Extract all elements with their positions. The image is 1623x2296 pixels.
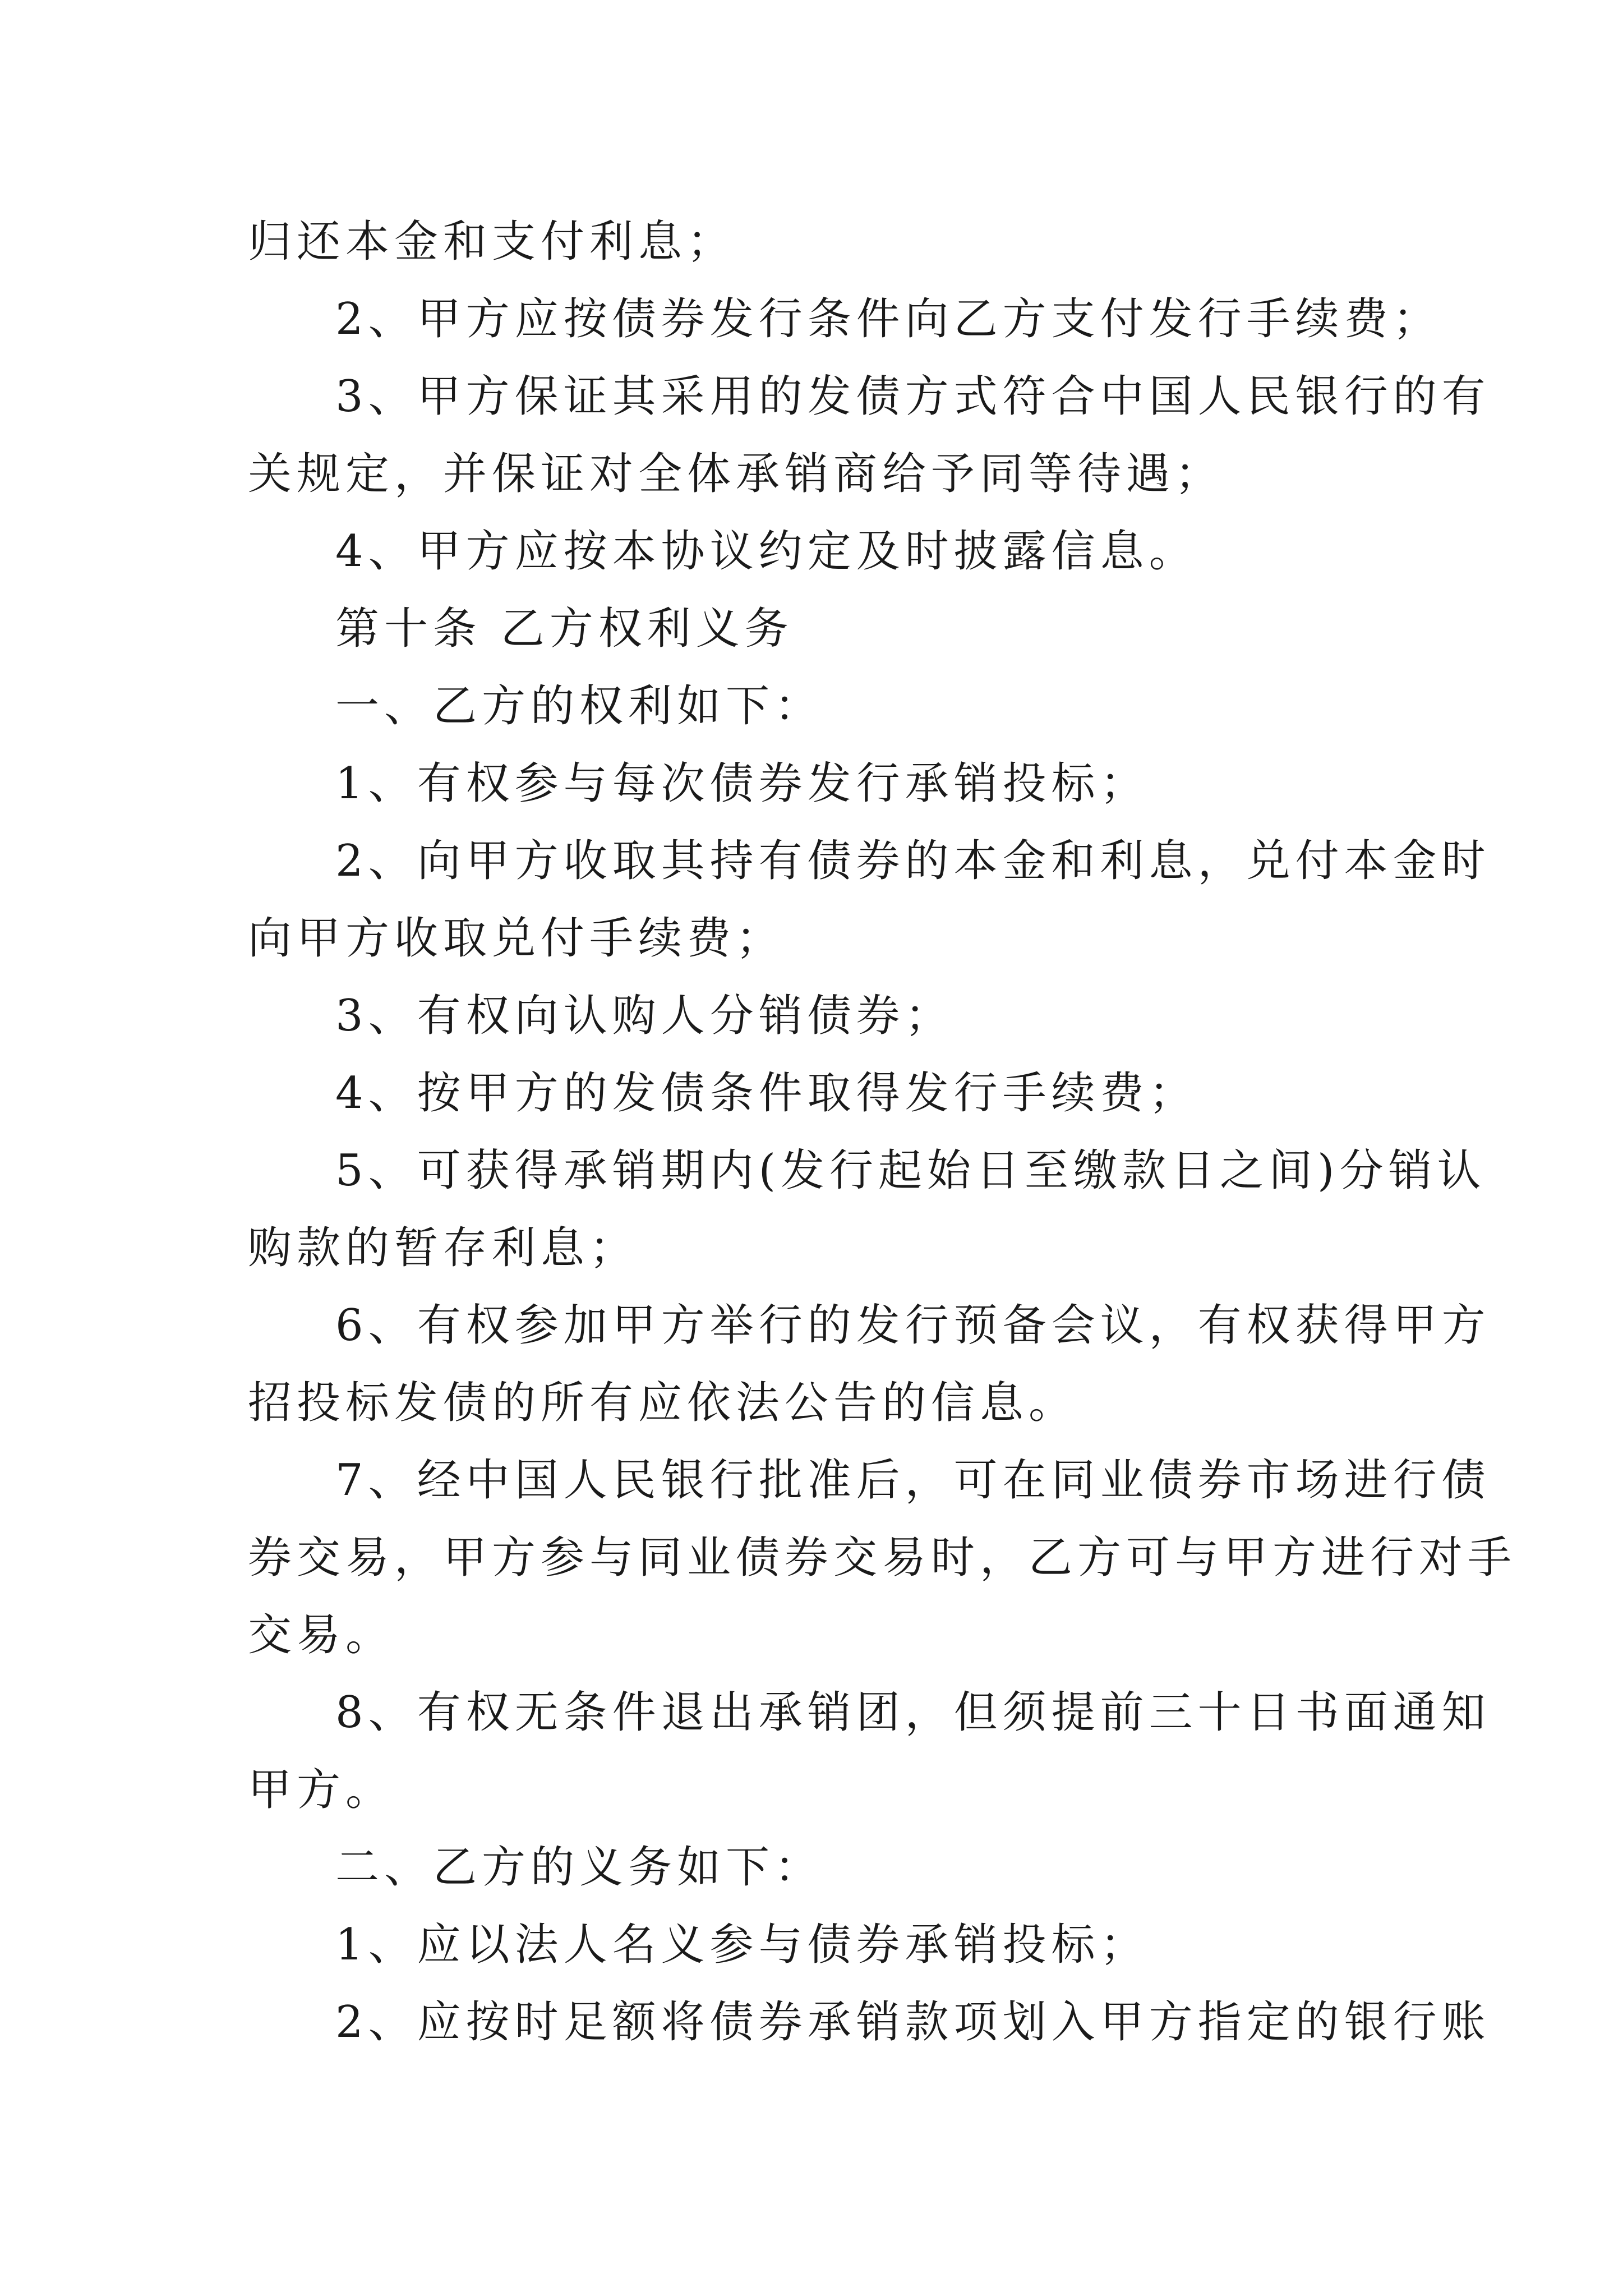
document-line: 8、有权无条件退出承销团，但须提前三十日书面通知	[335, 1687, 1491, 1738]
document-line: 3、甲方保证其采用的发债方式符合中国人民银行的有	[335, 371, 1491, 422]
document-line: 甲方。	[248, 1765, 395, 1815]
document-line: 1、有权参与每次债券发行承销投标；	[335, 758, 1149, 809]
document-line: 关规定，并保证对全体承销商给予同等待遇；	[248, 449, 1224, 499]
document-line: 4、按甲方的发债条件取得发行手续费；	[335, 1068, 1198, 1119]
document-line: 6、有权参加甲方举行的发行预备会议，有权获得甲方	[335, 1300, 1491, 1351]
document-line: 1、应以法人名义参与债券承销投标；	[335, 1920, 1149, 1970]
document-line: 归还本金和支付利息；	[248, 217, 736, 267]
document-line: 一、乙方的权利如下：	[335, 681, 824, 731]
document-line: 购款的暂存利息；	[248, 1223, 639, 1273]
document-line: 4、甲方应按本协议约定及时披露信息。	[335, 526, 1198, 577]
document-line: 交易。	[248, 1610, 395, 1660]
document-line: 3、有权向认购人分销债券；	[335, 991, 954, 1041]
document-line: 5、可获得承销期内(发行起始日至缴款日之间)分销认	[335, 1145, 1486, 1196]
document-line: 7、经中国人民银行批准后，可在同业债券市场进行债	[335, 1455, 1491, 1506]
document-line: 券交易，甲方参与同业债券交易时，乙方可与甲方进行对手	[248, 1533, 1517, 1583]
document-line: 2、甲方应按债券发行条件向乙方支付发行手续费；	[335, 294, 1442, 344]
document-line: 2、向甲方收取其持有债券的本金和利息，兑付本金时	[335, 836, 1491, 886]
document-line: 第十条 乙方权利义务	[335, 604, 794, 654]
document-body	[248, 203, 1517, 2061]
document-line: 2、应按时足额将债券承销款项划入甲方指定的银行账	[335, 1997, 1491, 2047]
document-line: 二、乙方的义务如下：	[335, 1842, 824, 1893]
document-line: 向甲方收取兑付手续费；	[248, 913, 785, 964]
document-line: 招投标发债的所有应依法公告的信息。	[248, 1378, 1078, 1428]
